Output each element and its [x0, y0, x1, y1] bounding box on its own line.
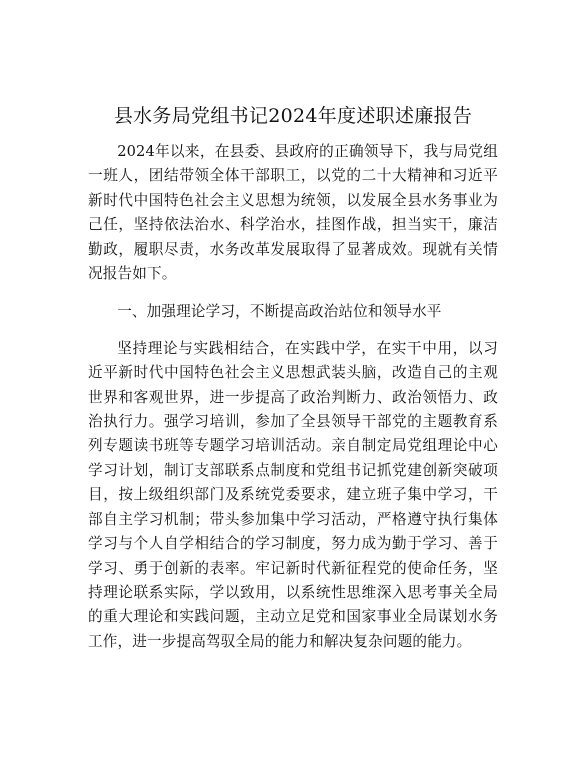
- page-title: 县水务局党组书记2024年度述职述廉报告: [113, 105, 473, 127]
- document-body: [88, 140, 498, 654]
- intro-paragraph: 2024年以来，在县委、县政府的正确领导下，我与局党组一班人，团结带领全体干部职工，以党的二十大精神和习近平新时代中国特色社会主义思想为统领，以发展全县水务事业为己任，坚持依法治水、科学治水，挂图作战，担当实干，廉洁勤政，履职尽责，水务改革发展取得了显著成效。现就有关情况报告如下。: [88, 143, 498, 283]
- section-heading: 一、加强理论学习，不断提高政治站位和领导水平: [117, 303, 442, 321]
- section-paragraph: 坚持理论与实践相结合，在实践中学，在实干中用，以习近平新时代中国特色社会主义思想武装头脑，改造自己的主观世界和客观世界，进一步提高了政治判断力、政治领悟力、政治执行力。强学习培训，参加了全县领导干部党的主题教育系列专题读书班等专题学习培训活动。亲自制定局党组理论中心学习计划，制订支部联系点制度和党组书记抓党建创新突破项目，按上级组织部门及系统党委要求，建立班子集中学习，干部自主学习机制；带头参加集中学习活动，严格遵守执行集体学习与个人自学相结合的学习制度，努力成为勤于学习、善于学习、勇于创新的表率。牢记新时代新征程党的使命任务，坚持理论联系实际，学以致用，以系统性思维深入思考事关全局的重大理论和实践问题，主动立足党和国家事业全局谋划水务工作，进一步提高驾驭全局的能力和解决复杂问题的能力。: [88, 339, 498, 650]
